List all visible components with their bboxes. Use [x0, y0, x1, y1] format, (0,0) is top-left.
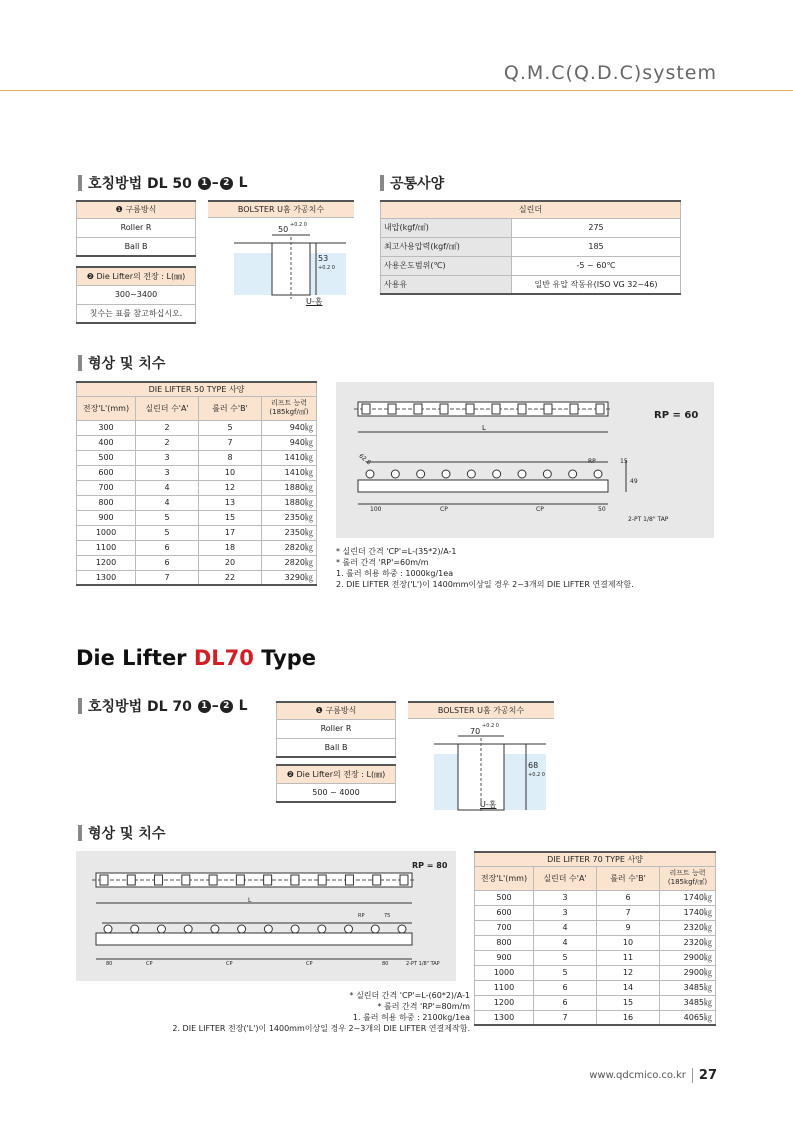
dl70-title-prefix: Die Lifter — [76, 646, 194, 670]
table-cell: 3290㎏ — [262, 570, 317, 585]
side-roller — [594, 470, 602, 478]
dl50-shape-heading — [78, 353, 165, 373]
dl70-cp3: CP — [306, 961, 313, 967]
table-cell: 2 — [136, 420, 199, 435]
table-cell: 700 — [77, 480, 136, 495]
dl50-cp1: CP — [440, 506, 448, 513]
section-bar — [78, 825, 82, 841]
table-cell: 10 — [597, 935, 660, 950]
table-cell: 700 — [475, 920, 534, 935]
table-cell: 600 — [77, 465, 136, 480]
dl50-table-body — [77, 420, 317, 585]
top-roller — [236, 875, 244, 885]
dl50-col-cylinder: 실린더 수'A' — [136, 396, 199, 420]
table-cell: 1000 — [77, 525, 136, 540]
dl50-naming-heading — [78, 173, 248, 193]
section-bar — [78, 698, 82, 714]
table-cell: 4 — [534, 935, 597, 950]
side-view-rollers — [104, 925, 406, 933]
top-roller — [388, 404, 396, 414]
side-roller — [569, 470, 577, 478]
table-cell: 1000 — [475, 965, 534, 980]
table-cell: 3 — [136, 465, 199, 480]
table-cell: 2320㎏ — [660, 935, 716, 950]
dl70-roller-option-2: Ball B — [277, 738, 396, 757]
table-cell: 2900㎏ — [660, 965, 716, 980]
table-cell: 2320㎏ — [660, 920, 716, 935]
table-cell: 4 — [136, 480, 199, 495]
dl50-length-header: ❷ Die Lifter의 전장 : L(㎜) — [77, 267, 196, 285]
table-cell: 4 — [136, 495, 199, 510]
top-roller — [596, 404, 604, 414]
dl70-d80a: 80 — [106, 961, 113, 967]
dl70-shape-heading — [78, 823, 165, 843]
dl70-cp1: CP — [146, 961, 153, 967]
table-row — [77, 480, 317, 495]
table-cell: 6 — [534, 995, 597, 1010]
dl50-tap: 2-PT 1/8" TAP — [628, 516, 669, 523]
table-row — [77, 570, 317, 585]
side-roller — [417, 470, 425, 478]
dl70-drawing-panel — [76, 851, 456, 981]
footer — [589, 1068, 717, 1083]
dl70-note-3: 1. 롤러 허용 하중 : 2100kg/1ea — [352, 1013, 470, 1022]
table-cell: 5 — [534, 965, 597, 980]
dl50-bolster-diagram — [208, 200, 354, 322]
table-cell: 4065㎏ — [660, 1010, 716, 1025]
dl70-bolster-width-tol: +0.2 0 — [482, 723, 499, 729]
dl70-tap: 2-PT 1/8" TAP — [406, 961, 440, 967]
dl50-spec-table — [76, 381, 317, 586]
top-roller — [400, 875, 408, 885]
common-heading — [380, 173, 444, 193]
dl50-cp2: CP — [536, 506, 544, 513]
table-cell: 1740㎏ — [660, 905, 716, 920]
table-cell: 17 — [199, 525, 262, 540]
common-value-1: 275 — [512, 218, 681, 237]
mark-2-icon: 2 — [220, 177, 233, 190]
common-spec-table — [380, 200, 681, 295]
dl70-roller-option-1: Roller R — [277, 719, 396, 738]
dl50-roller-option-2: Ball B — [77, 237, 196, 256]
mark-1-icon: 1 — [198, 177, 211, 190]
table-cell: 4 — [534, 920, 597, 935]
dl50-table-title: DIE LIFTER 50 TYPE 사양 — [77, 382, 317, 396]
table-row — [475, 1010, 716, 1025]
table-cell: 9 — [597, 920, 660, 935]
dl50-d49: 49 — [630, 478, 638, 485]
header-divider — [0, 90, 793, 91]
common-label-1: 내압(kgf/㎠) — [381, 218, 512, 237]
dl70-rp-label: RP = 80 — [412, 861, 448, 870]
dl70-title-red: DL70 — [193, 646, 254, 670]
table-cell: 5 — [136, 510, 199, 525]
table-row — [475, 935, 716, 950]
table-cell: 1740㎏ — [660, 890, 716, 905]
top-roller — [318, 875, 326, 885]
side-view-body — [96, 933, 412, 945]
dl50-naming-title: 호칭방법 DL 50 — [88, 176, 192, 192]
side-roller — [371, 925, 379, 933]
table-cell: 800 — [77, 495, 136, 510]
dl70-bolster-header: BOLSTER U홈 가공치수 — [408, 701, 554, 719]
top-roller — [492, 404, 500, 414]
common-value-4: 일반 유압 작동유(ISO VG 32~46) — [512, 275, 681, 294]
table-cell: 6 — [597, 890, 660, 905]
table-cell: 3 — [534, 890, 597, 905]
dl70-notes — [140, 990, 470, 1034]
table-row — [475, 950, 716, 965]
page-number: 27 — [692, 1068, 717, 1083]
top-roller — [100, 875, 108, 885]
side-roller — [391, 470, 399, 478]
top-roller — [466, 404, 474, 414]
table-row — [77, 450, 317, 465]
dl50-drawing-svg — [336, 382, 714, 538]
table-cell: 1300 — [475, 1010, 534, 1025]
table-cell: 2350㎏ — [262, 525, 317, 540]
dl50-rp-label: RP = 60 — [654, 410, 699, 421]
table-cell: 600 — [475, 905, 534, 920]
dl50-note-4: 2. DIE LIFTER 전장('L')이 1400mm이상일 경우 2~3개의 DIE LIFTER 연결제작함. — [336, 580, 634, 589]
table-row — [77, 435, 317, 450]
dl70-length-header: ❷ Die Lifter의 전장 : L(㎜) — [277, 765, 396, 783]
table-cell: 1300 — [77, 570, 136, 585]
dl50-note-3: 1. 롤러 허용 하중 : 1000kg/1ea — [336, 569, 454, 578]
table-cell: 5 — [199, 420, 262, 435]
common-value-3: -5 ~ 60℃ — [512, 256, 681, 275]
section-bar — [380, 175, 384, 191]
dl50-drawing-panel — [336, 382, 714, 538]
table-cell: 16 — [597, 1010, 660, 1025]
table-cell: 14 — [597, 980, 660, 995]
table-cell: 940㎏ — [262, 435, 317, 450]
table-cell: 500 — [77, 450, 136, 465]
side-roller — [398, 925, 406, 933]
table-cell: 2900㎏ — [660, 950, 716, 965]
common-label-4: 사용유 — [381, 275, 512, 294]
dl50-col-length: 전장'L'(mm) — [77, 396, 136, 420]
top-roller — [570, 404, 578, 414]
table-cell: 3 — [136, 450, 199, 465]
table-cell: 6 — [136, 540, 199, 555]
table-row — [77, 555, 317, 570]
table-cell: 300 — [77, 420, 136, 435]
table-cell: 2820㎏ — [262, 555, 317, 570]
table-row — [77, 510, 317, 525]
top-roller — [440, 404, 448, 414]
table-cell: 1410㎏ — [262, 465, 317, 480]
table-cell: 13 — [199, 495, 262, 510]
dl70-col-length: 전장'L'(mm) — [475, 866, 534, 890]
table-row — [77, 540, 317, 555]
side-view-body — [358, 480, 608, 492]
table-cell: 7 — [199, 435, 262, 450]
dl50-length-note: 칫수는 표를 참고하십시오. — [77, 304, 196, 323]
dl50-length-table — [76, 266, 196, 324]
dl70-roller-header: ❶ 구름방식 — [277, 702, 396, 719]
table-cell: 18 — [199, 540, 262, 555]
dl50-col-lift: 리프트 능력 (185kgf/㎠) — [262, 396, 317, 420]
table-cell: 7 — [136, 570, 199, 585]
dl50-d15: 15 — [620, 458, 628, 465]
dl70-length-range: 500 ~ 4000 — [277, 783, 396, 802]
dl50-notes — [336, 546, 716, 590]
dl70-bolster-depth: 68 — [528, 761, 539, 770]
table-cell: 2350㎏ — [262, 510, 317, 525]
table-row — [475, 995, 716, 1010]
table-cell: 3 — [534, 905, 597, 920]
table-cell: 6 — [136, 555, 199, 570]
footer-url: www.qdcmico.co.kr — [589, 1070, 686, 1081]
table-cell: 900 — [77, 510, 136, 525]
side-roller — [291, 925, 299, 933]
table-cell: 1880㎏ — [262, 495, 317, 510]
table-row — [475, 920, 716, 935]
table-cell: 7 — [534, 1010, 597, 1025]
table-cell: 940㎏ — [262, 420, 317, 435]
dl50-naming-suffix: L — [238, 175, 248, 191]
table-cell: 1880㎏ — [262, 480, 317, 495]
table-cell: 2820㎏ — [262, 540, 317, 555]
dl50-note-2: * 롤러 간격 'RP'=60m/m — [336, 558, 429, 567]
dl70-table-title: DIE LIFTER 70 TYPE 사양 — [475, 852, 716, 866]
dl70-naming-title: 호칭방법 DL 70 — [88, 699, 192, 715]
table-cell: 6 — [534, 980, 597, 995]
side-roller — [518, 470, 526, 478]
table-cell: 5 — [534, 950, 597, 965]
dl50-length-range: 300~3400 — [77, 285, 196, 304]
mark-dash: – — [211, 698, 219, 714]
dl50-d50: 50 — [598, 506, 606, 513]
dl50-bolster-width-tol: +0.2 0 — [290, 222, 307, 228]
common-label-3: 사용온도범위(℃) — [381, 256, 512, 275]
dl70-roller-table — [276, 701, 396, 758]
table-cell: 7 — [597, 905, 660, 920]
top-roller — [127, 875, 135, 885]
side-roller — [442, 470, 450, 478]
dl70-shape-title: 형상 및 치수 — [88, 826, 166, 842]
side-roller — [345, 925, 353, 933]
table-row — [475, 980, 716, 995]
table-row — [475, 890, 716, 905]
dl70-naming-heading — [78, 696, 248, 716]
side-roller — [366, 470, 374, 478]
table-row — [475, 905, 716, 920]
table-cell: 5 — [136, 525, 199, 540]
dl70-col-roller: 롤러 수'B' — [597, 866, 660, 890]
dl70-table-body — [475, 890, 716, 1025]
dl70-spec-table — [474, 851, 716, 1026]
table-row — [77, 495, 317, 510]
table-cell: 20 — [199, 555, 262, 570]
table-cell: 1200 — [475, 995, 534, 1010]
table-row — [77, 525, 317, 540]
side-roller — [264, 925, 272, 933]
dl70-d80b: 80 — [382, 961, 389, 967]
dl50-roller-option-1: Roller R — [77, 218, 196, 237]
top-roller — [264, 875, 272, 885]
side-roller — [238, 925, 246, 933]
top-roller — [155, 875, 163, 885]
table-cell: 3485㎏ — [660, 980, 716, 995]
dl70-col-lift: 리프트 능력 (185kgf/㎠) — [660, 866, 716, 890]
side-roller — [131, 925, 139, 933]
dl70-note-2: * 롤러 간격 'RP'=80m/m — [377, 1002, 470, 1011]
dl50-d100: 100 — [370, 506, 382, 513]
dl50-bolster-depth-tol: +0.2 0 — [318, 265, 335, 271]
dl50-roller-table — [76, 200, 196, 257]
dl70-length-table — [276, 764, 396, 803]
table-cell: 900 — [475, 950, 534, 965]
dl50-bolster-slot: U-홈 — [306, 297, 323, 306]
dl70-bolster-width: 70 — [470, 727, 481, 736]
table-row — [475, 965, 716, 980]
table-cell: 1100 — [475, 980, 534, 995]
table-cell: 15 — [597, 995, 660, 1010]
dl70-l-label: L — [248, 897, 252, 904]
side-roller — [104, 925, 112, 933]
brand-title: Q.M.C(Q.D.C)system — [503, 62, 717, 84]
dl50-shape-title: 형상 및 치수 — [88, 356, 166, 372]
table-cell: 1410㎏ — [262, 450, 317, 465]
dl50-bolster-depth: 53 — [318, 254, 329, 263]
section-bar — [78, 175, 82, 191]
top-roller — [544, 404, 552, 414]
dl50-rp-small: RP — [588, 458, 596, 465]
dl50-bolster-header: BOLSTER U홈 가공치수 — [208, 200, 354, 218]
dl70-bolster-diagram — [408, 701, 554, 823]
dl70-drawing-svg — [76, 851, 456, 981]
top-roller — [182, 875, 190, 885]
dl70-naming-suffix: L — [238, 698, 248, 714]
table-cell: 500 — [475, 890, 534, 905]
top-roller — [518, 404, 526, 414]
dl50-roller-header: ❶ 구름방식 — [77, 201, 196, 218]
mark-dash: – — [211, 175, 219, 191]
table-row — [77, 420, 317, 435]
top-roller — [291, 875, 299, 885]
table-cell: 8 — [199, 450, 262, 465]
table-cell: 12 — [597, 965, 660, 980]
table-cell: 3485㎏ — [660, 995, 716, 1010]
dl70-cp2: CP — [226, 961, 233, 967]
common-title: 공통사양 — [390, 176, 445, 192]
dl70-bolster-depth-tol: +0.2 0 — [528, 772, 545, 778]
dl50-col-roller: 롤러 수'B' — [199, 396, 262, 420]
dl70-bolster-slot: U-홈 — [480, 800, 497, 809]
common-header: 실린더 — [381, 201, 681, 218]
side-roller — [493, 470, 501, 478]
table-cell: 1200 — [77, 555, 136, 570]
top-roller — [373, 875, 381, 885]
mark-1-icon: 1 — [198, 700, 211, 713]
common-value-2: 185 — [512, 237, 681, 256]
dl70-rp-small: RP — [358, 913, 365, 919]
table-cell: 1100 — [77, 540, 136, 555]
side-roller — [543, 470, 551, 478]
dl70-d75: 75 — [384, 913, 391, 919]
side-roller — [211, 925, 219, 933]
dl70-col-cylinder: 실린더 수'A' — [534, 866, 597, 890]
side-view-rollers — [366, 470, 602, 478]
table-cell: 10 — [199, 465, 262, 480]
mark-2-icon: 2 — [220, 700, 233, 713]
table-row — [77, 465, 317, 480]
table-cell: 400 — [77, 435, 136, 450]
dl70-note-1: * 실린더 간격 'CP'=L-(60*2)/A-1 — [349, 991, 470, 1000]
dl50-bolster-width: 50 — [278, 225, 289, 234]
side-roller — [318, 925, 326, 933]
top-roller — [209, 875, 217, 885]
table-cell: 12 — [199, 480, 262, 495]
table-cell: 2 — [136, 435, 199, 450]
table-cell: 22 — [199, 570, 262, 585]
table-cell: 11 — [597, 950, 660, 965]
top-roller — [414, 404, 422, 414]
top-roller — [362, 404, 370, 414]
dl50-d62: 62.6 — [357, 452, 373, 467]
table-cell: 15 — [199, 510, 262, 525]
table-cell: 800 — [475, 935, 534, 950]
side-roller — [157, 925, 165, 933]
common-label-2: 최고사용압력(kgf/㎠) — [381, 237, 512, 256]
section-bar — [78, 355, 82, 371]
dl70-title-suffix: Type — [253, 646, 317, 670]
top-roller — [345, 875, 353, 885]
side-roller — [467, 470, 475, 478]
side-roller — [184, 925, 192, 933]
dl70-note-4: 2. DIE LIFTER 전장('L')이 1400mm이상일 경우 2~3개의 DIE LIFTER 연결제작함. — [172, 1024, 470, 1033]
dl70-title — [76, 646, 316, 670]
dl50-note-1: * 실린더 간격 'CP'=L-(35*2)/A-1 — [336, 547, 457, 556]
dl50-l-label: L — [482, 424, 486, 432]
